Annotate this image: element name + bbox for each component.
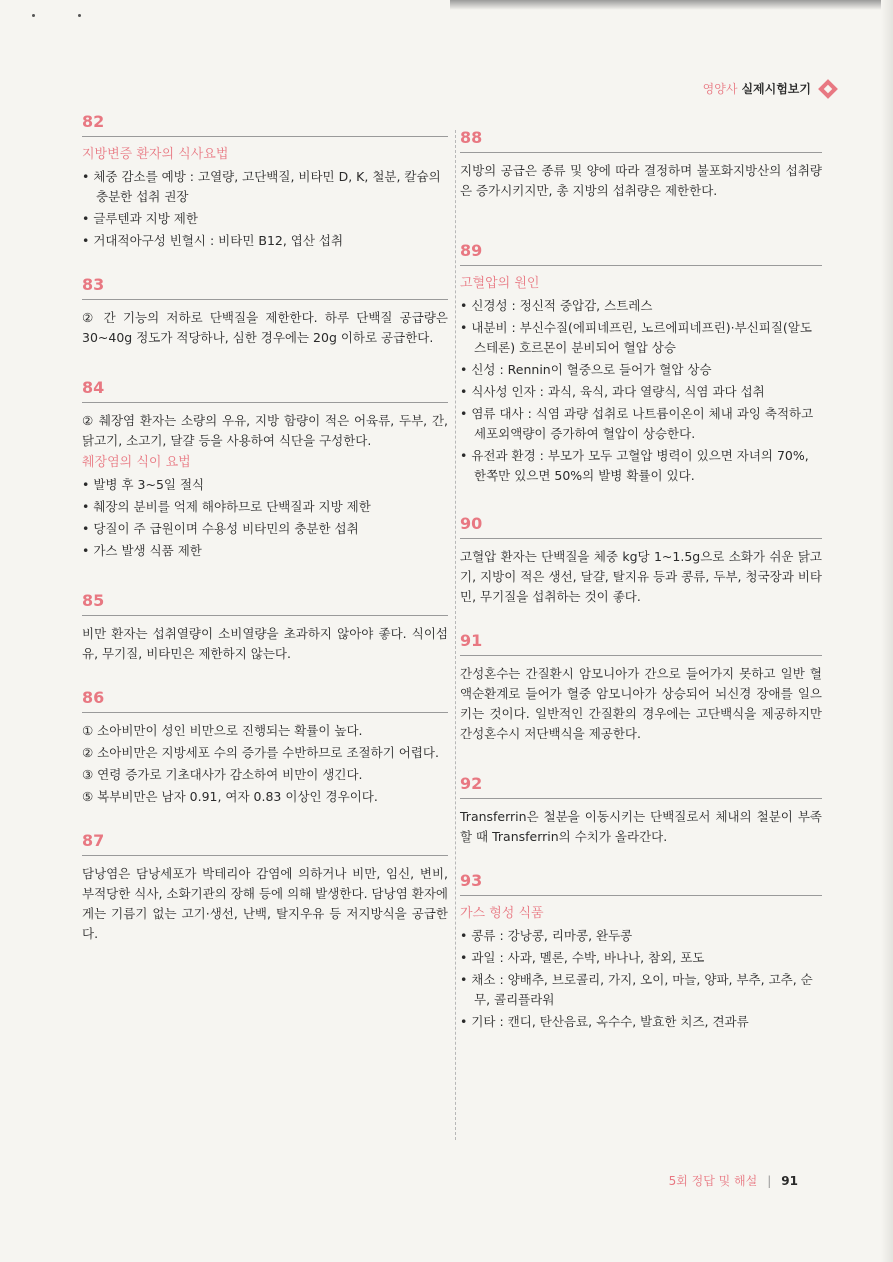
question-number: 86 [82, 688, 448, 713]
answer-86 [82, 688, 448, 807]
section-subtitle: 가스 형성 식품 [460, 906, 544, 921]
answer-91 [460, 631, 822, 744]
list-item: • 발병 후 3~5일 절식 [82, 475, 448, 495]
list-item: • 유전과 환경 : 부모가 모두 고혈압 병력이 있으면 자녀의 70%, 한쪽만 있으면 50%의 발병 확률이 있다. [460, 446, 822, 486]
answer-82 [82, 112, 448, 251]
question-number: 89 [460, 241, 822, 266]
question-number: 82 [82, 112, 448, 137]
explanation-text: 고혈압 환자는 단백질을 체중 kg당 1~1.5g으로 소화가 쉬운 닭고기, 지방이 적은 생선, 달걀, 탈지유 등과 콩류, 두부, 청국장과 비타민, 무기질을 섭취하는 것이 좋다. [460, 549, 822, 604]
scan-speck [78, 14, 81, 17]
page-footer [669, 1172, 798, 1189]
question-number: 90 [460, 514, 822, 539]
list-item: • 거대적아구성 빈혈시 : 비타민 B12, 엽산 섭취 [82, 231, 448, 251]
list-item: ② 소아비만은 지방세포 수의 증가를 수반하므로 조절하기 어렵다. [82, 745, 439, 760]
question-number: 83 [82, 275, 448, 300]
answer-83 [82, 275, 448, 348]
list-item: • 글루텐과 지방 제한 [82, 209, 448, 229]
list-item: • 가스 발생 식품 제한 [82, 541, 448, 561]
page-edge-shadow [881, 0, 893, 1262]
question-number: 88 [460, 128, 822, 153]
explanation-text: Transferrin은 철분을 이동시키는 단백질로서 체내의 철분이 부족할 때 Transferrin의 수치가 올라간다. [460, 809, 822, 844]
header-series: 영양사 [702, 82, 738, 96]
answer-90 [460, 514, 822, 607]
answer-89 [460, 241, 822, 486]
list-item: • 신성 : Rennin이 혈중으로 들어가 혈압 상승 [460, 360, 822, 380]
answer-85 [82, 591, 448, 664]
bullet-list [460, 926, 822, 1032]
list-item: ⑤ 복부비만은 남자 0.91, 여자 0.83 이상인 경우이다. [82, 789, 378, 804]
section-subtitle: 지방변증 환자의 식사요법 [82, 147, 229, 162]
page-number: 91 [781, 1173, 798, 1188]
list-item: • 콩류 : 강낭콩, 리마콩, 완두콩 [460, 926, 822, 946]
question-number: 93 [460, 871, 822, 896]
list-item: ① 소아비만이 성인 비만으로 진행되는 확률이 높다. [82, 723, 363, 738]
answer-93 [460, 871, 822, 1032]
diamond-icon [818, 79, 838, 99]
column-divider [455, 130, 456, 1140]
explanation-text: 간성혼수는 간질환시 암모니아가 간으로 들어가지 못하고 일반 혈액순환계로 들어가 혈중 암모니아가 상승되어 뇌신경 장애를 일으키는 것이다. 일반적인 간질환의 경우에는 고단백식을 제공하지만 간성혼수시 저단백식을 제공한다. [460, 666, 822, 741]
section-subtitle: 고혈압의 원인 [460, 276, 540, 291]
question-number: 84 [82, 378, 448, 403]
question-number: 92 [460, 774, 822, 799]
list-item: • 신경성 : 정신적 중압감, 스트레스 [460, 296, 822, 316]
scan-speck [32, 14, 35, 17]
list-item: • 췌장의 분비를 억제 해야하므로 단백질과 지방 제한 [82, 497, 448, 517]
footer-separator: | [767, 1173, 772, 1188]
list-item: • 채소 : 양배추, 브로콜리, 가지, 오이, 마늘, 양파, 부추, 고추, 순무, 콜리플라워 [460, 970, 822, 1010]
bullet-list [82, 167, 448, 251]
list-item: ③ 연령 증가로 기초대사가 감소하여 비만이 생긴다. [82, 767, 363, 782]
answer-87 [82, 831, 448, 944]
running-header [703, 80, 835, 97]
list-item: • 염류 대사 : 식염 과량 섭취로 나트륨이온이 체내 과잉 축적하고 세포외액량이 증가하여 혈압이 상승한다. [460, 404, 822, 444]
right-column [460, 128, 822, 1056]
list-item: • 식사성 인자 : 과식, 육식, 과다 열량식, 식염 과다 섭취 [460, 382, 822, 402]
list-item: • 체중 감소를 예방 : 고열량, 고단백질, 비타민 D, K, 철분, 칼슘의 충분한 섭취 권장 [82, 167, 448, 207]
list-item: • 과일 : 사과, 멜론, 수박, 바나나, 참외, 포도 [460, 948, 822, 968]
answer-84 [82, 378, 448, 561]
explanation-text: ② 간 기능의 저하로 단백질을 제한한다. 하루 단백질 공급량은 30~40g 정도가 적당하나, 심한 경우에는 20g 이하로 공급한다. [82, 310, 448, 345]
header-title: 실제시험보기 [741, 82, 811, 96]
explanation-text: 지방의 공급은 종류 및 양에 따라 결정하며 불포화지방산의 섭취량은 증가시키지만, 총 지방의 섭취량은 제한한다. [460, 163, 822, 198]
explanation-text: 담낭염은 담낭세포가 박테리아 감염에 의하거나 비만, 임신, 변비, 부적당한 식사, 소화기관의 장해 등에 의해 발생한다. 담낭염 환자에게는 기름기 없는 고기·생선, 난백, 탈지우유 등 저지방식을 공급한다. [82, 866, 448, 941]
list-item: • 내분비 : 부신수질(에피네프린, 노르에피네프린)·부신피질(알도스테론) 호르몬이 분비되어 혈압 상승 [460, 318, 822, 358]
list-item: • 기타 : 캔디, 탄산음료, 옥수수, 발효한 치즈, 견과류 [460, 1012, 822, 1032]
list-item: • 당질이 주 급원이며 수용성 비타민의 충분한 섭취 [82, 519, 448, 539]
scan-shadow [450, 0, 893, 10]
question-number: 87 [82, 831, 448, 856]
answer-92 [460, 774, 822, 847]
section-subtitle: 췌장염의 식이 요법 [82, 455, 191, 470]
question-number: 85 [82, 591, 448, 616]
bullet-list [460, 296, 822, 486]
left-column [82, 112, 448, 968]
bullet-list [82, 475, 448, 561]
footer-label: 5회 정답 및 해설 [668, 1174, 758, 1188]
question-number: 91 [460, 631, 822, 656]
explanation-text: 비만 환자는 섭취열량이 소비열량을 초과하지 않아야 좋다. 식이섬유, 무기질, 비타민은 제한하지 않는다. [82, 626, 448, 661]
explanation-text: ② 췌장염 환자는 소량의 우유, 지방 함량이 적은 어육류, 두부, 간, 닭고기, 소고기, 달걀 등을 사용하여 식단을 구성한다. [82, 413, 448, 448]
answer-88 [460, 128, 822, 201]
